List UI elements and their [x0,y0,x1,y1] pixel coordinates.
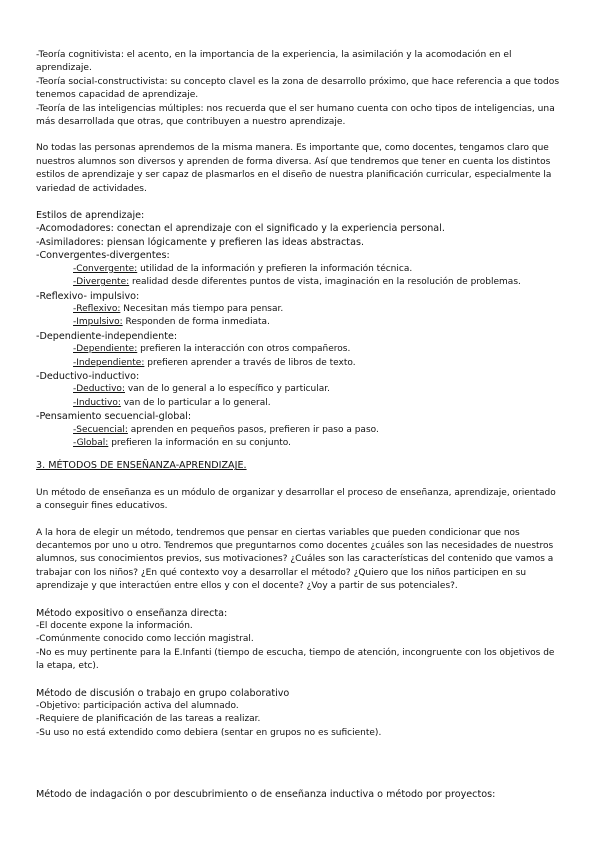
substyle-term: -Divergente: [73,277,130,288]
method-expositivo-line: -No es muy pertinente para la E.Infanti (tiempo de escucha, tiempo de atención, incongruente con los objetivos de la etapa, etc). [36,647,555,672]
method-expositivo-line: -El docente expone la información. [36,621,193,632]
substyle-item [36,303,564,316]
paragraph-method-choice: A la hora de elegir un método, tendremos que pensar en ciertas variables que pueden condicionar que nos decantemos por uno u otro. Tendremos que preguntarnos como docentes ¿cuáles son las necesidades de nuestros alumnos, sus conocimientos previos, sus motivaciones? ¿Cuáles son las características del contenido que vamos a trabajar con los niños? ¿En qué contexto voy a desarrollar el método? ¿Quiero que los niños participen en su aprendizaje y que interactúen entre ellos y con el docente? ¿Voy a partir de sus potenciales?. [36,527,554,592]
substyle-item [36,383,564,396]
style-deductivo-label: -Deductivo-inductivo: [36,370,140,382]
section-3-title: 3. MÉTODOS DE ENSEÑANZA-APRENDIZAJE. [36,460,247,472]
method-discusion [36,687,564,741]
substyle-text: utilidad de la información y prefieren la información técnica. [137,263,413,274]
style-convergentes-label: -Convergentes-divergentes: [36,250,170,262]
substyle-text: realidad desde diferentes puntos de vista, imaginación en la resolución de problemas. [129,277,521,288]
style-acomodadores: -Acomodadores: conectan el aprendizaje con el significado y la experiencia personal. [36,223,445,235]
style-reflexivo-label: -Reflexivo- impulsivo: [36,290,140,302]
substyle-item [36,276,564,289]
substyle-item [36,357,564,370]
style-asimiladores: -Asimiladores: piensan lógicamente y prefieren las ideas abstractas. [36,236,364,248]
theory-social-constructivista: -Teoría social-constructivista: su concepto clavel es la zona de desarrollo próximo, que hace referencia a que todos tenemos capacidad de aprendizaje. [36,76,560,101]
learning-styles-section [36,209,564,450]
theory-inteligencias-multiples: -Teoría de las inteligencias múltiples: nos recuerda que el ser humano cuenta con ocho tipos de inteligencias, una más desarrollada que otras, que contribuyen a nuestro aprendizaje. [36,103,555,128]
substyle-term: -Global: [73,437,109,448]
substyle-item [36,397,564,410]
method-discusion-title: Método de discusión o trabajo en grupo colaborativo [36,687,290,699]
theories-list [36,49,564,129]
method-expositivo [36,607,564,674]
substyle-text: van de lo particular a lo general. [120,397,271,408]
document-page [36,49,564,802]
substyle-term: -Deductivo: [73,384,125,395]
substyle-text: Necesitan más tiempo para pensar. [120,303,284,314]
method-discusion-line: -Requiere de planificación de las tareas a realizar. [36,714,261,725]
substyle-term: -Independiente: [73,357,145,368]
method-indagacion-title: Método de indagación o por descubrimiento o de enseñanza inductiva o método por proyectos: [36,789,496,801]
paragraph-method-definition: Un método de enseñanza es un módulo de organizar y desarrollar el proceso de enseñanza, aprendizaje, orientado a conseguir fines educativos. [36,487,556,512]
substyle-text: aprenden en pequeños pasos, prefieren ir paso a paso. [127,424,379,435]
substyle-item [36,437,564,450]
substyle-text: prefieren la interacción con otros compañeros. [137,344,351,355]
paragraph-diversity: No todas las personas aprendemos de la misma manera. Es importante que, como docentes, tengamos claro que nuestros alumnos son diversos y aprenden de forma diversa. Así que tendremos que tener en cuenta los distintos estilos de aprendizaje y ser capaz de plasmarlos en el diseño de nuestra planificación curricular, especialmente la variedad de actividades. [36,143,552,194]
substyle-term: -Convergente: [73,263,138,274]
method-discusion-line: -Su uso no está extendido como debiera (sentar en grupos no es suficiente). [36,727,382,738]
method-expositivo-line: -Comúnmente conocido como lección magistral. [36,634,254,645]
substyle-term: -Secuencial: [73,424,128,435]
learning-styles-title: Estilos de aprendizaje: [36,210,145,222]
substyle-text: van de lo general a lo específico y particular. [124,384,330,395]
substyle-term: -Impulsivo: [73,317,123,328]
substyle-item [36,316,564,329]
substyle-item [36,263,564,276]
method-expositivo-title: Método expositivo o enseñanza directa: [36,607,228,619]
method-discusion-line: -Objetivo: participación activa del alumnado. [36,701,239,712]
style-pensamiento-label: -Pensamiento secuencial-global: [36,411,192,423]
theory-cognitivista: -Teoría cognitivista: el acento, en la importancia de la experiencia, la asimilación y la acomodación en el aprendizaje. [36,50,512,74]
substyle-term: -Reflexivo: [73,303,121,314]
substyle-text: Responden de forma inmediata. [122,317,270,328]
substyle-item [36,424,564,437]
substyle-term: -Inductivo: [73,397,121,408]
substyle-item [36,343,564,356]
style-dependiente-label: -Dependiente-independiente: [36,330,178,342]
substyle-term: -Dependiente: [73,344,138,355]
substyle-text: prefieren aprender a través de libros de texto. [144,357,356,368]
substyle-text: prefieren la información en su conjunto. [108,437,292,448]
